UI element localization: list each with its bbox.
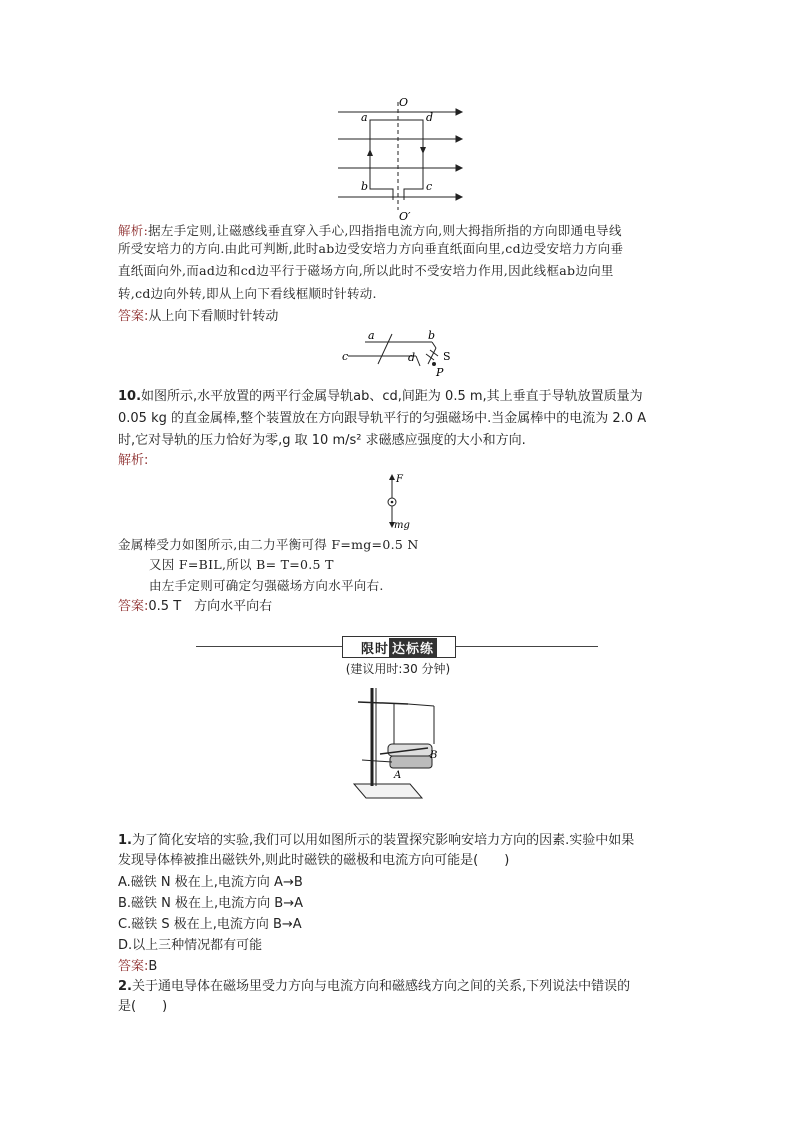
rails-label-P: P	[436, 366, 444, 378]
question-2-line-1: 2.关于通电导体在磁场里受力方向与电流方向和磁感线方向之间的关系,下列说法中错误的	[118, 979, 631, 994]
loop-figure	[330, 92, 470, 222]
option-c: C.磁铁 S 极在上,电流方向 B→A	[118, 917, 302, 932]
answer-2: 答案:0.5 T 方向水平向右	[118, 599, 273, 614]
rails-label-b: b	[428, 330, 436, 342]
banner-rule-right	[456, 646, 598, 647]
question-10-line-1: 10.如图所示,水平放置的两平行金属导轨ab、cd,间距为 0.5 m,其上垂直于导轨放置质量为	[118, 389, 643, 404]
label-O: O	[399, 96, 409, 109]
option-d: D.以上三种情况都有可能	[118, 938, 263, 953]
analysis-1-line-4: 转,cd边向外转,即从上向下看线框顺时针转动.	[118, 286, 377, 301]
rails-figure	[340, 330, 460, 378]
rails-label-S: S	[443, 350, 451, 363]
solution-2-line-3: 由左手定则可确定匀强磁场方向水平向右.	[149, 578, 384, 593]
suggested-time: (建议用时:30 分钟)	[345, 662, 451, 676]
question-10-line-3: 时,它对导轨的压力恰好为零,g 取 10 m/s² 求磁感应强度的大小和方向.	[118, 433, 526, 448]
section-banner: 限时 达标练	[342, 636, 456, 658]
option-a: A.磁铁 N 极在上,电流方向 A→B	[118, 875, 303, 890]
label-b: b	[361, 180, 369, 193]
label-d: d	[426, 111, 434, 124]
label-c: c	[426, 180, 433, 193]
banner-rule-left	[196, 646, 342, 647]
label-O-prime: O′	[399, 210, 411, 222]
question-2-line-2: 是( )	[118, 999, 168, 1014]
answer-3: 答案:B	[118, 959, 158, 974]
force-figure	[376, 470, 426, 534]
option-b: B.磁铁 N 极在上,电流方向 B→A	[118, 896, 304, 911]
analysis-1-line-1: 解析:据左手定则,让磁感线垂直穿入手心,四指指电流方向,则大拇指所指的方向即通电导线	[118, 223, 622, 238]
stand-figure	[350, 680, 450, 810]
stand-label-A: A	[394, 770, 402, 781]
rails-label-d: d	[408, 351, 416, 364]
force-F-label: F	[396, 474, 403, 485]
label-a: a	[361, 111, 368, 124]
solution-2-line-1: 金属棒受力如图所示,由二力平衡可得 F=mg=0.5 N	[118, 537, 419, 552]
solution-2-line-2: 又因 F=BIL,所以 B= T=0.5 T	[149, 557, 334, 572]
answer-1: 答案:从上向下看顺时针转动	[118, 309, 279, 324]
analysis-1-line-2: 所受安培力的方向.由此可判断,此时ab边受安培力方向垂直纸面向里,cd边受安培力方向垂	[118, 241, 624, 256]
question-1-line-2: 发现导体棒被推出磁铁外,则此时磁铁的磁极和电流方向可能是( )	[118, 853, 510, 868]
force-mg-label: mg	[394, 520, 410, 531]
analysis-2-label: 解析:	[118, 453, 149, 468]
stand-label-B: B	[430, 750, 438, 761]
rails-label-a: a	[368, 330, 375, 342]
rails-label-c: c	[342, 350, 349, 363]
question-1-line-1: 1.为了简化安培的实验,我们可以用如图所示的装置探究影响安培力方向的因素.实验中如果	[118, 833, 635, 848]
analysis-1-line-3: 直纸面向外,而ad边和cd边平行于磁场方向,所以此时不受安培力作用,因此线框ab边向里	[118, 263, 614, 278]
question-10-line-2: 0.05 kg 的直金属棒,整个装置放在方向跟导轨平行的匀强磁场中.当金属棒中的电流为 2.0 A	[118, 411, 647, 426]
